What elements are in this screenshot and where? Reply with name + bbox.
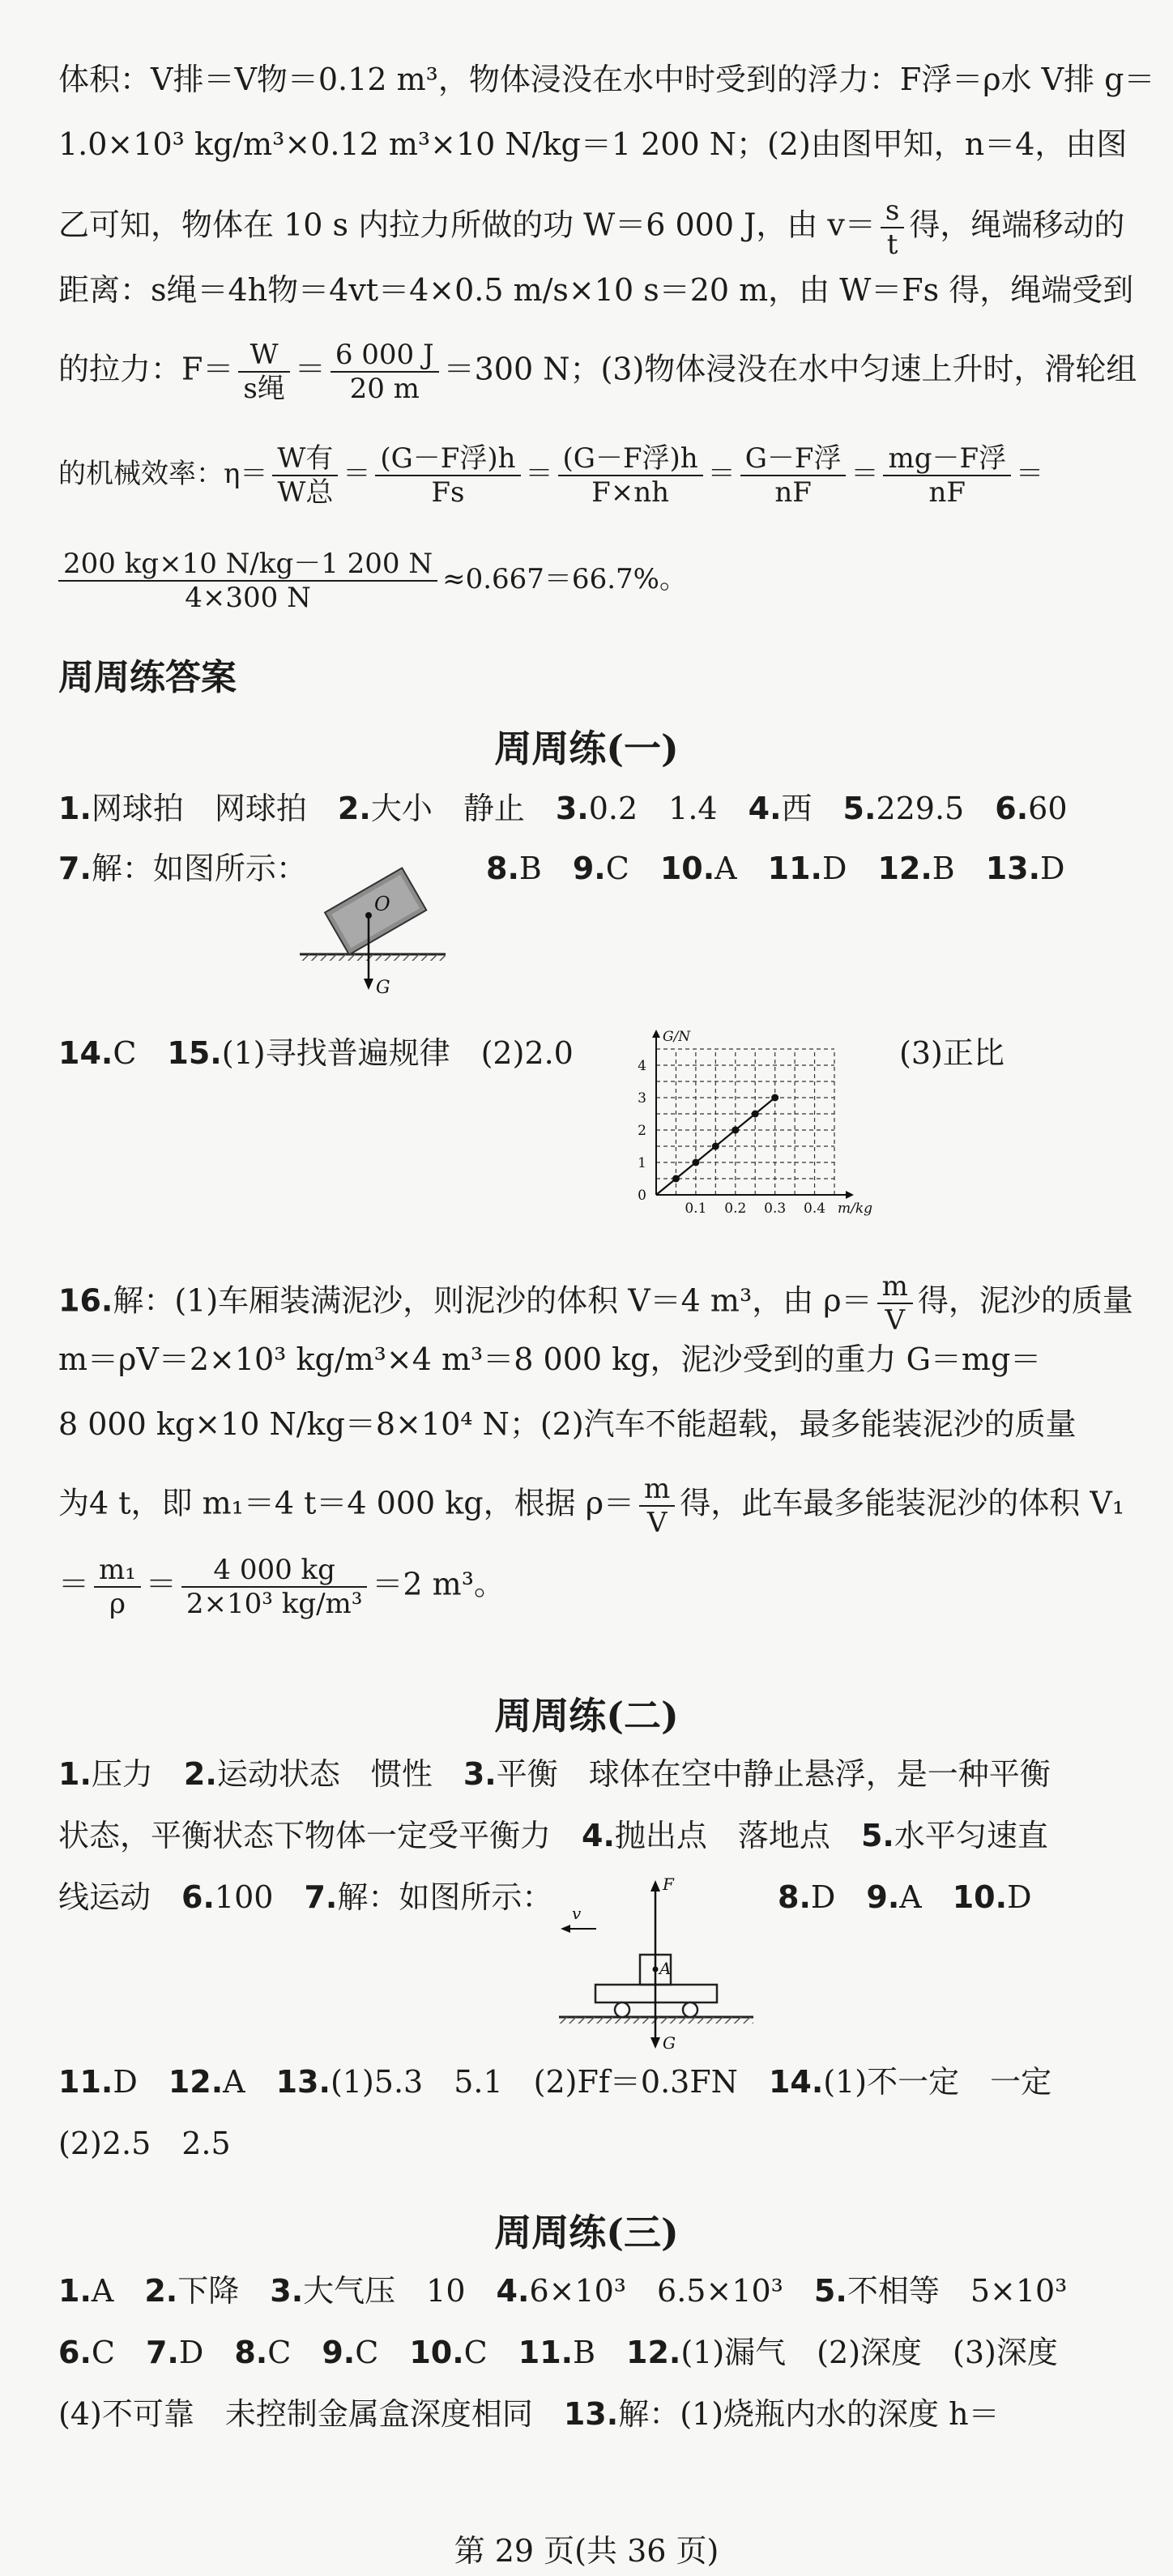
answer-line: (3)正比 [899, 1035, 1005, 1071]
answer-line [58, 1270, 1136, 1337]
question-number: 3. [463, 1756, 497, 1792]
question-number: 16. [58, 1282, 113, 1319]
fraction [639, 1473, 675, 1539]
question-number: 11. [58, 2064, 113, 2100]
answer-line [778, 1881, 1134, 1913]
text-line: 距离：s绳＝4h物＝4vt＝4×0.5 m/s×10 s＝20 m，由 W＝Fs 得，绳端受到 [58, 272, 1134, 308]
equals-sign: ＝ [707, 458, 736, 490]
fraction [272, 442, 338, 509]
question-number: 13. [563, 2396, 619, 2432]
equals-sign: ＝ [145, 1566, 177, 1602]
fraction [94, 1554, 141, 1620]
question-number: 7. [145, 2335, 179, 2370]
answer-text: 6×10³ 6.5×10³ [529, 2273, 783, 2309]
question-number: 14. [768, 2064, 824, 2100]
text-line: 体积：V排＝V物＝0.12 m³，物体浸没在水中时受到的浮力：F浮＝ρ水 V排 g＝ [58, 62, 1155, 97]
fraction-denominator: F×nh [591, 476, 670, 509]
answer-text: B [573, 2335, 596, 2370]
data-point [752, 1111, 759, 1118]
answer-text: 西 [781, 791, 813, 826]
fraction [883, 442, 1011, 509]
answer-line [58, 1881, 561, 1913]
answer-text: C [605, 851, 629, 886]
g-m-chart [616, 1025, 891, 1235]
fraction-denominator: t [886, 228, 898, 261]
question-number: 9. [322, 2335, 356, 2370]
fraction-numerator: (G－F浮)h [375, 442, 520, 476]
text-line [58, 194, 1136, 261]
question-number: 7. [304, 1879, 338, 1915]
answer-text: C [91, 2335, 115, 2370]
ground-hatch [300, 954, 446, 961]
answer-text: 60 [1028, 791, 1068, 826]
fraction-numerator: m [877, 1270, 913, 1304]
y-tick-label: 4 [638, 1058, 646, 1074]
point-o-label: O [374, 893, 390, 915]
arrow-head [561, 1925, 570, 1933]
question-number: 10. [659, 851, 715, 886]
text-line [58, 339, 1136, 405]
fraction [740, 442, 847, 509]
fraction [877, 1270, 913, 1337]
question-number: 9. [572, 851, 606, 886]
question-number: 1. [58, 1756, 92, 1792]
fraction-denominator: s绳 [243, 373, 285, 405]
answer-text: 100 [214, 1879, 274, 1915]
question-number: 9. [866, 1879, 900, 1915]
answer-text: 状态，平衡状态下物体一定受平衡力 [58, 1818, 552, 1853]
fraction [181, 1554, 368, 1620]
answer-line [58, 2398, 1136, 2430]
data-point [712, 1143, 719, 1150]
answer-text: 不相等 5×10³ [847, 2273, 1068, 2309]
text-segment: ＝ [294, 351, 326, 387]
fraction-numerator: W [238, 339, 289, 373]
answer-text: A [899, 1879, 922, 1915]
y-axis-label: G/N [663, 1029, 691, 1045]
answer-text: 水平匀速直 [894, 1818, 1048, 1853]
question-number: 13. [275, 2064, 331, 2100]
fraction-denominator: nF [774, 476, 812, 509]
fraction-numerator: W有 [272, 442, 338, 476]
arrow-head [650, 2037, 660, 2049]
answer-text: 下降 [177, 2273, 240, 2309]
fraction-numerator: G－F浮 [740, 442, 847, 476]
answer-text: C [113, 1035, 137, 1071]
answer-line: (2)2.5 2.5 [58, 2126, 231, 2161]
fraction-denominator: nF [928, 476, 966, 509]
answer-text: 解：(1)烧瓶内水的深度 h＝ [618, 2396, 1000, 2432]
text-segment: 解：(1)车厢装满泥沙，则泥沙的体积 V＝4 m³，由 ρ＝ [113, 1282, 872, 1319]
answer-text: D [1007, 1879, 1032, 1915]
answer-text: A [91, 2273, 114, 2309]
text-segment: 乙可知，物体在 10 s 内拉力所做的功 W＝6 000 J，由 v＝ [58, 207, 876, 243]
question-number: 5. [860, 1818, 894, 1853]
question-number: 11. [767, 851, 822, 886]
answer-line [58, 2066, 1136, 2098]
fraction-numerator: m₁ [94, 1554, 141, 1588]
question-number: 6. [58, 2335, 92, 2370]
data-point [732, 1127, 739, 1134]
velocity-label: v [572, 1904, 582, 1923]
y-axis-arrow [652, 1030, 660, 1038]
fraction [558, 442, 703, 509]
y-tick-label: 3 [638, 1090, 646, 1107]
answer-text: 0.2 1.4 [588, 791, 718, 826]
section-title: 周周练答案 [58, 657, 237, 698]
answer-text: 压力 [91, 1756, 153, 1792]
fraction-denominator: V [885, 1304, 906, 1337]
cart-force-diagram [551, 1867, 761, 2054]
question-number: 12. [877, 851, 932, 886]
x-tick-label: 0.2 [724, 1201, 747, 1217]
question-number: 4. [496, 2273, 530, 2309]
gravity-diagram [292, 842, 454, 1004]
answer-line [58, 1819, 1136, 1852]
answer-text: D [810, 1879, 836, 1915]
fraction-numerator: mg－F浮 [883, 442, 1011, 476]
gravity-label: G [663, 2033, 676, 2053]
fraction [331, 339, 439, 405]
answer-text: (1)漏气 (2)深度 (3)深度 [680, 2335, 1058, 2370]
wheel [615, 2002, 629, 2017]
fraction-numerator: 200 kg×10 N/kg－1 200 N [58, 548, 437, 582]
arrow-head [650, 1880, 660, 1891]
fraction-denominator: W总 [277, 476, 334, 509]
fraction-denominator: ρ [109, 1588, 126, 1620]
question-number: 8. [486, 851, 519, 886]
equals-sign: ＝ [1016, 458, 1044, 490]
week-title: 周周练(二) [494, 1694, 679, 1738]
origin-label: 0 [638, 1188, 646, 1204]
question-number: 3. [555, 791, 589, 826]
fraction-denominator: 4×300 N [185, 582, 311, 614]
question-number: 13. [985, 851, 1041, 886]
answer-text: (4)不可靠 未控制金属盒深度相同 [58, 2396, 533, 2432]
text-line [58, 442, 1136, 509]
answer-text: D [178, 2335, 204, 2370]
answer-line: 8 000 kg×10 N/kg＝8×10⁴ N；(2)汽车不能超载，最多能装泥沙的质量 [58, 1406, 1077, 1442]
question-number: 10. [952, 1879, 1008, 1915]
answer-line [58, 1554, 1136, 1620]
answer-text: (1)不一定 一定 [823, 2064, 1052, 2100]
question-number: 7. [58, 851, 92, 886]
answer-line [58, 2336, 1136, 2369]
answer-text: 线运动 [58, 1879, 151, 1915]
question-number: 11. [518, 2335, 574, 2370]
question-number: 10. [409, 2335, 464, 2370]
question-number: 12. [168, 2064, 224, 2100]
x-tick-label: 0.3 [764, 1201, 787, 1217]
fraction-denominator: Fs [431, 476, 465, 509]
x-tick-label: 0.1 [685, 1201, 707, 1217]
force-f-label: F [663, 1874, 674, 1894]
fraction-numerator: m [639, 1473, 675, 1507]
answer-line [58, 2275, 1136, 2307]
answer-line [58, 1037, 642, 1069]
question-number: 4. [748, 791, 782, 826]
text-line [58, 548, 1136, 614]
fraction-denominator: V [646, 1507, 668, 1539]
wheel [683, 2002, 697, 2017]
text-segment: ＝2 m³。 [372, 1566, 505, 1602]
answer-text: D [821, 851, 847, 886]
question-number: 4. [582, 1818, 615, 1853]
page-footer: 第 29 页(共 36 页) [454, 2533, 719, 2569]
question-number: 5. [813, 2273, 847, 2309]
question-number: 1. [58, 2273, 92, 2309]
gravity-label: G [376, 978, 390, 998]
answer-text: C [355, 2335, 379, 2370]
answer-text: B [932, 851, 955, 886]
answer-text: 网球拍 网球拍 [91, 791, 307, 826]
data-point [771, 1094, 778, 1102]
answer-line: m＝ρV＝2×10³ kg/m³×4 m³＝8 000 kg，泥沙受到的重力 G＝mg＝ [58, 1341, 1042, 1377]
week-title: 周周练(一) [494, 727, 679, 770]
question-number: 1. [58, 791, 92, 826]
question-number: 2. [337, 791, 371, 826]
answer-line [58, 1758, 1136, 1790]
answer-line [58, 792, 1136, 825]
question-number: 2. [144, 2273, 178, 2309]
equals-sign: ＝ [343, 458, 371, 490]
question-number: 8. [778, 1879, 811, 1915]
data-point [692, 1159, 699, 1166]
answer-text: 大气压 10 [303, 2273, 466, 2309]
equals-sign: ＝ [851, 458, 879, 490]
fraction-numerator: s [881, 194, 904, 228]
question-number: 15. [167, 1035, 222, 1071]
text-segment: 得，此车最多能装泥沙的体积 V₁ [680, 1485, 1125, 1521]
answer-text: D [1040, 851, 1065, 886]
answer-text: 解：如图所示： [91, 851, 307, 886]
answer-text: C [267, 2335, 292, 2370]
question-number: 3. [270, 2273, 304, 2309]
answer-line [58, 1473, 1136, 1539]
y-tick-label: 2 [638, 1123, 646, 1139]
question-number: 2. [183, 1756, 217, 1792]
fraction-denominator: 20 m [349, 373, 420, 405]
answer-text: (1)寻找普遍规律 (2)2.0 [221, 1035, 574, 1071]
answer-text: C [463, 2335, 488, 2370]
text-segment: ＝300 N；(3)物体浸没在水中匀速上升时，滑轮组 [443, 351, 1137, 387]
answer-text: 抛出点 落地点 [614, 1818, 830, 1853]
answer-text: D [113, 2064, 138, 2100]
x-tick-label: 0.4 [804, 1201, 826, 1217]
answer-text: A [223, 2064, 245, 2100]
text-segment: ＝ [58, 1566, 90, 1602]
answer-text: B [518, 851, 542, 886]
answer-text: 运动状态 惯性 [216, 1756, 433, 1792]
text-segment: ≈0.667＝66.7%。 [442, 563, 687, 595]
text-segment: 为4 t，即 m₁＝4 t＝4 000 kg，根据 ρ＝ [58, 1485, 635, 1521]
question-number: 6. [181, 1879, 215, 1915]
fraction-numerator: 6 000 J [331, 339, 439, 373]
fraction [881, 194, 904, 261]
fraction [375, 442, 520, 509]
fraction [58, 548, 437, 614]
question-number: 8. [234, 2335, 268, 2370]
y-tick-label: 1 [638, 1155, 646, 1171]
text-segment: 的机械效率：η＝ [58, 458, 268, 490]
answer-text: 平衡 球体在空中静止悬浮，是一种平衡 [496, 1756, 1051, 1792]
fraction [238, 339, 289, 405]
answer-text: 229.5 [876, 791, 965, 826]
answer-text: A [714, 851, 737, 886]
object-a-label: A [659, 1959, 672, 1978]
data-point [672, 1175, 680, 1183]
x-axis-arrow [846, 1191, 854, 1199]
fraction-numerator: 4 000 kg [181, 1554, 368, 1588]
x-axis-label: m/kg [838, 1201, 873, 1217]
question-number: 14. [58, 1035, 113, 1071]
fraction-numerator: (G－F浮)h [558, 442, 703, 476]
fraction-denominator: 2×10³ kg/m³ [186, 1588, 363, 1620]
week-title: 周周练(三) [494, 2211, 679, 2254]
answer-line [486, 852, 1134, 885]
question-number: 5. [842, 791, 877, 826]
arrow-head [364, 979, 373, 990]
equals-sign: ＝ [525, 458, 553, 490]
text-segment: 得，泥沙的质量 [917, 1282, 1133, 1319]
question-number: 6. [995, 791, 1029, 826]
answer-text: 大小 静止 [370, 791, 525, 826]
text-line: 1.0×10³ kg/m³×0.12 m³×10 N/kg＝1 200 N；(2)由图甲知，n＝4，由图 [58, 126, 1128, 162]
question-number: 12. [626, 2335, 681, 2370]
text-segment: 得，绳端移动的 [909, 207, 1125, 243]
text-segment: 的拉力：F＝ [58, 351, 234, 387]
answer-text: 解：如图所示： [337, 1879, 553, 1915]
answer-text: (1)5.3 5.1 (2)Ff＝0.3FN [330, 2064, 738, 2100]
